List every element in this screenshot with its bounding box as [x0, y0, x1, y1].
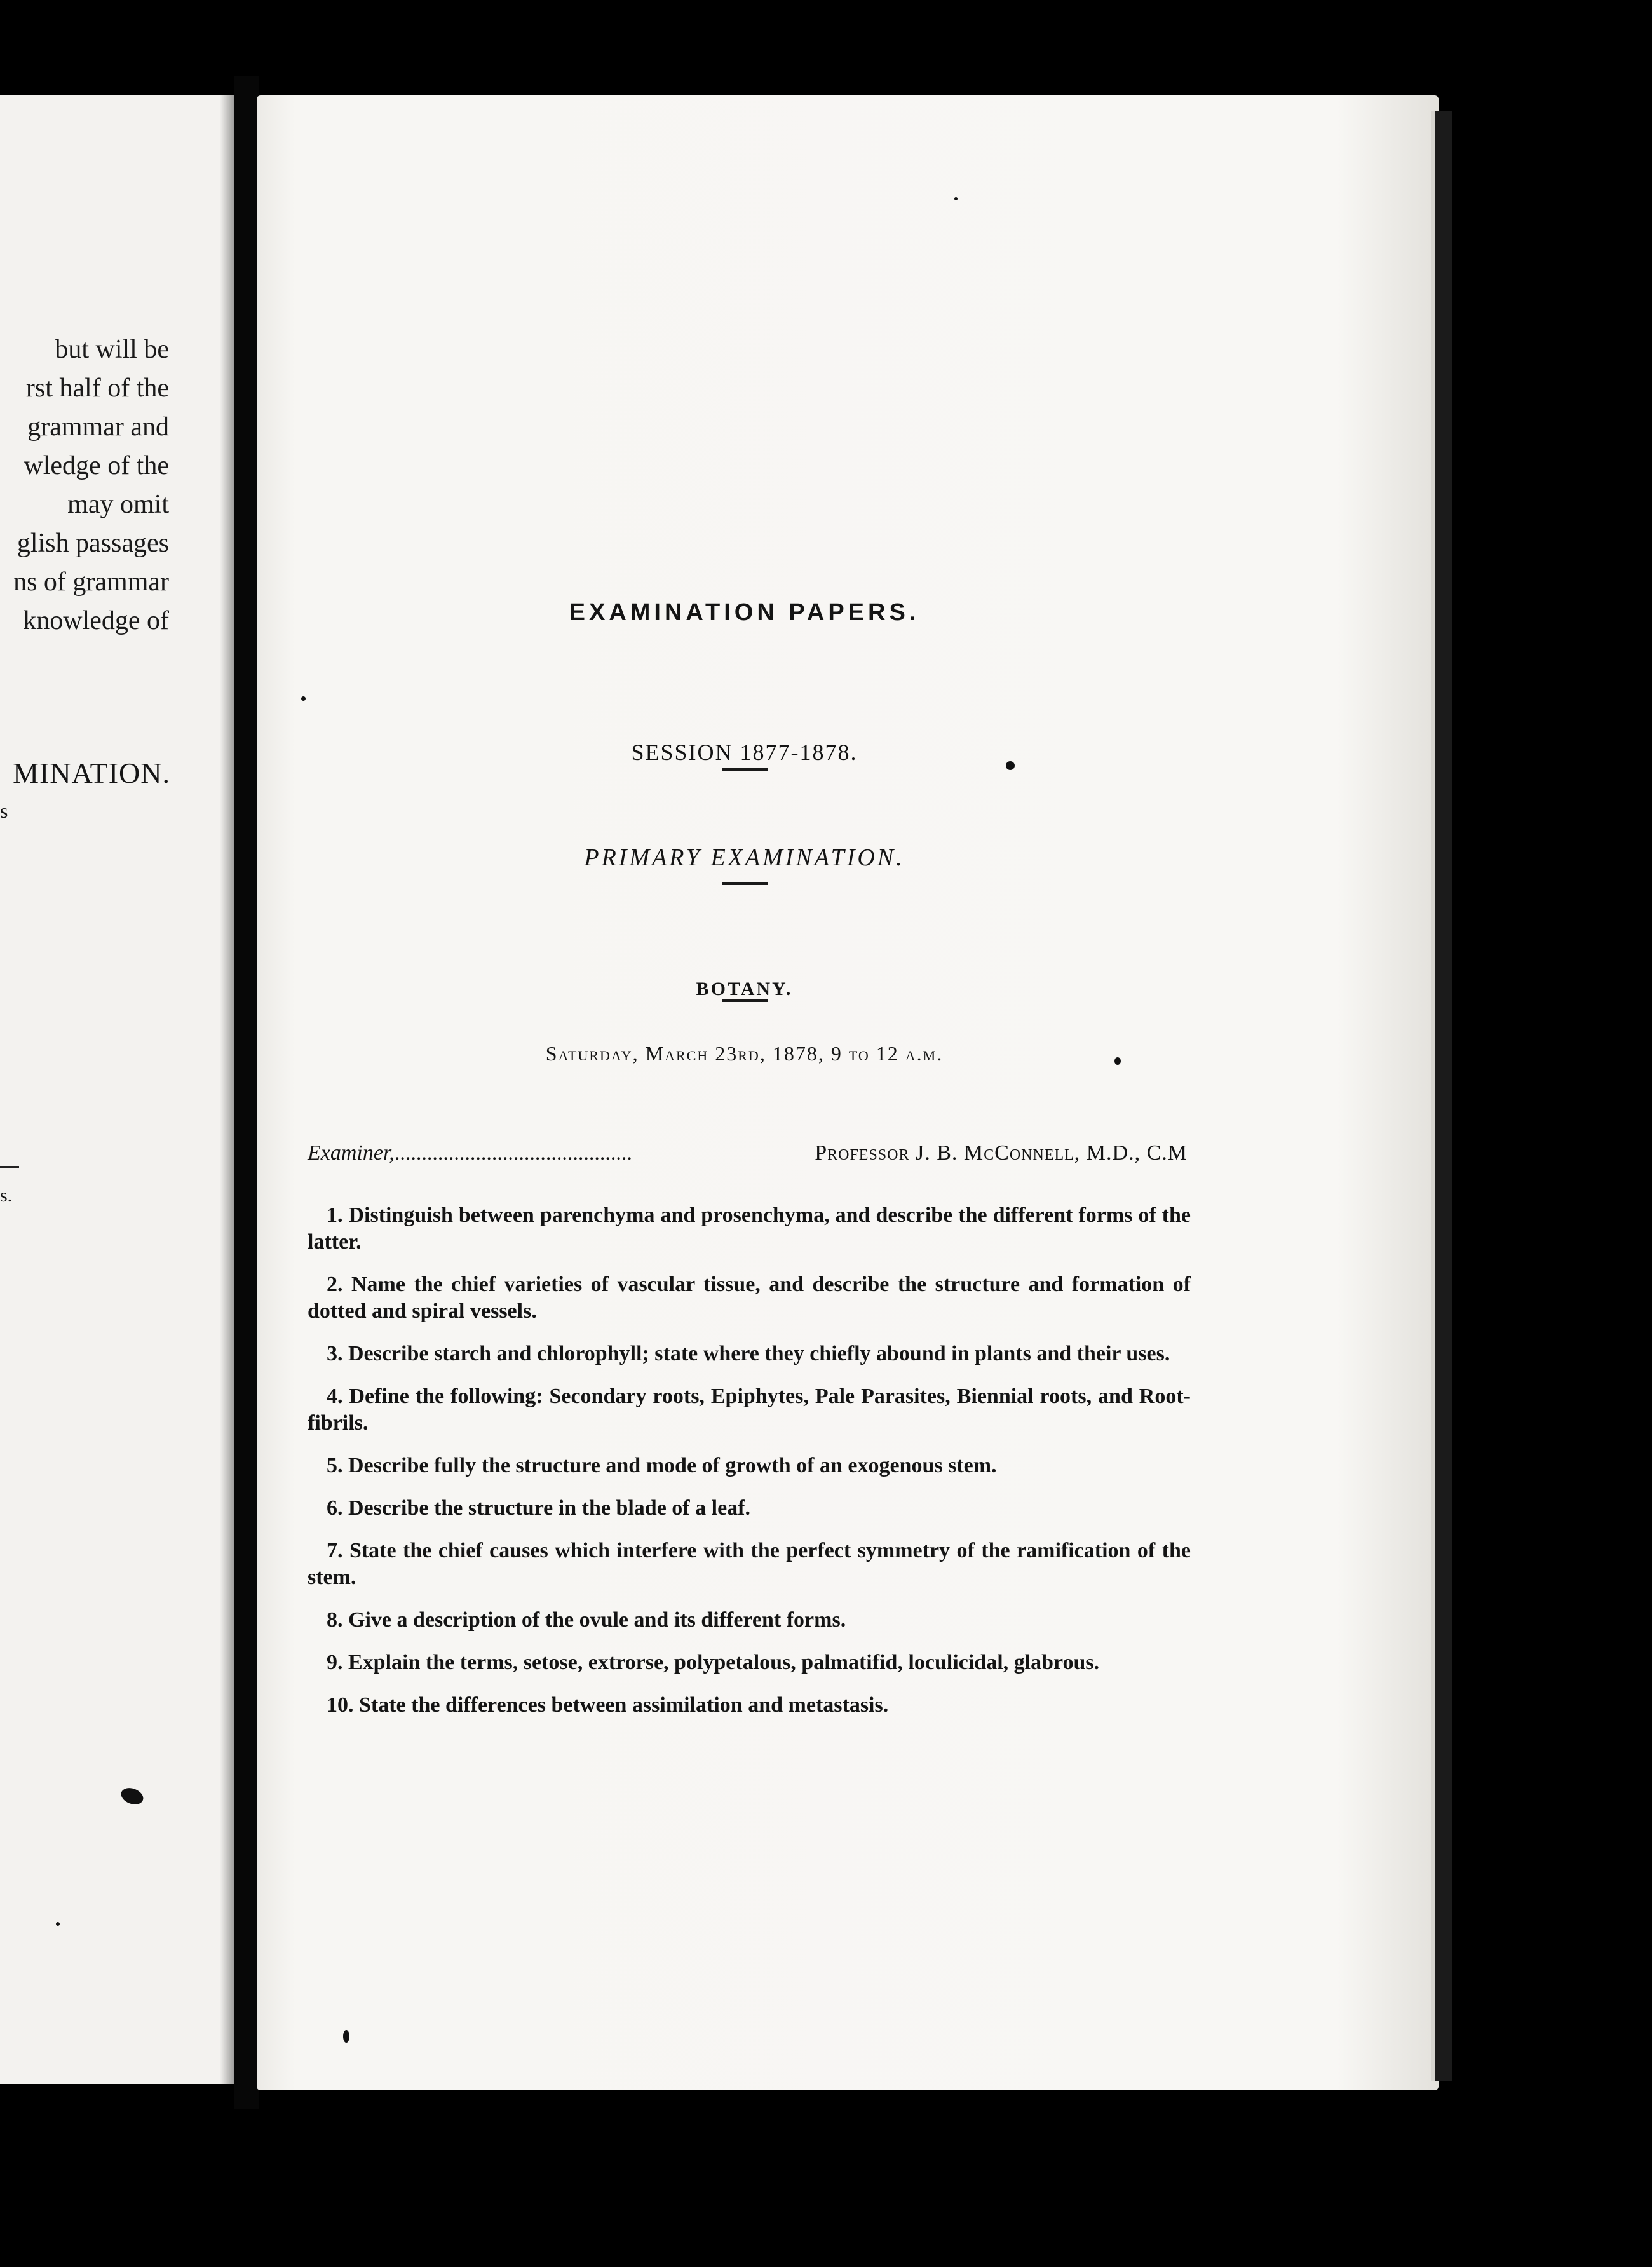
left-text-line: may omit [67, 490, 169, 519]
ink-speck [954, 197, 958, 200]
exam-date: Saturday, March 23rd, 1878, 9 to 12 a.m. [545, 1042, 944, 1065]
examiner-line [308, 1141, 1188, 1165]
left-page-subheading: s [0, 799, 8, 822]
left-text-line: rst half of the [25, 374, 169, 403]
book-gutter [234, 76, 259, 2109]
right-page [257, 95, 1439, 2090]
question-item: 10. State the differences between assimilation and metastasis. [327, 1693, 889, 1717]
question-item: 9. Explain the terms, setose, extrorse, polypetalous, palmatifid, loculicidal, glabrous. [327, 1651, 1100, 1674]
divider-rule [722, 882, 768, 885]
left-page-rule [0, 1166, 19, 1168]
question-item: 6. Describe the structure in the blade of a leaf. [327, 1496, 750, 1520]
page-edge [1431, 111, 1452, 2081]
left-text-line: glish passages [17, 529, 169, 558]
left-text-line: but will be [55, 335, 169, 364]
ink-speck [343, 2030, 349, 2043]
left-page-text [0, 330, 169, 640]
question-item: 4. Define the following: Secondary roots, Epiphytes, Pale Parasites, Biennial roots, and Root-fibrils. [308, 1384, 1191, 1435]
subject-heading: BOTANY. [696, 978, 793, 999]
left-page-heading: MINATION. [13, 757, 170, 789]
leader-dots: ............................................ [394, 1141, 632, 1165]
left-text-line: knowledge of [23, 606, 169, 635]
question-item: 1. Distinguish between parenchyma and prosenchyma, and describe the different forms of the latter. [308, 1203, 1191, 1254]
question-item: 5. Describe fully the structure and mode of growth of an exogenous stem. [327, 1454, 997, 1477]
session-line: SESSION 1877-1878. [631, 740, 858, 765]
question-list [308, 1202, 1191, 1735]
question-item: 8. Give a description of the ovule and its different forms. [327, 1608, 846, 1632]
ink-speck [1006, 761, 1015, 770]
page-title: EXAMINATION PAPERS. [569, 599, 920, 626]
left-text-line: grammar and [27, 412, 169, 442]
question-item: 2. Name the chief varieties of vascular tissue, and describe the structure and formation of dotted and spiral vessels. [308, 1273, 1191, 1323]
question-item: 7. State the chief causes which interfere with the perfect symmetry of the ramification of the stem. [308, 1539, 1191, 1589]
left-text-line: wledge of the [24, 451, 169, 480]
question-item: 3. Describe starch and chlorophyll; state where they chiefly abound in plants and their uses. [327, 1342, 1170, 1365]
divider-rule [722, 768, 768, 771]
left-page [0, 95, 234, 2084]
examiner-name: Professor J. B. McConnell, M.D., C.M [815, 1141, 1188, 1165]
left-page-fragment: s. [0, 1185, 13, 1206]
left-text-line: ns of grammar [13, 567, 169, 597]
examiner-label: Examiner, [308, 1141, 395, 1165]
ink-speck [1114, 1057, 1121, 1065]
ink-speck [56, 1922, 60, 1926]
ink-speck [301, 696, 306, 701]
exam-subtitle: PRIMARY EXAMINATION. [584, 844, 905, 871]
page-shadow [220, 95, 234, 2084]
